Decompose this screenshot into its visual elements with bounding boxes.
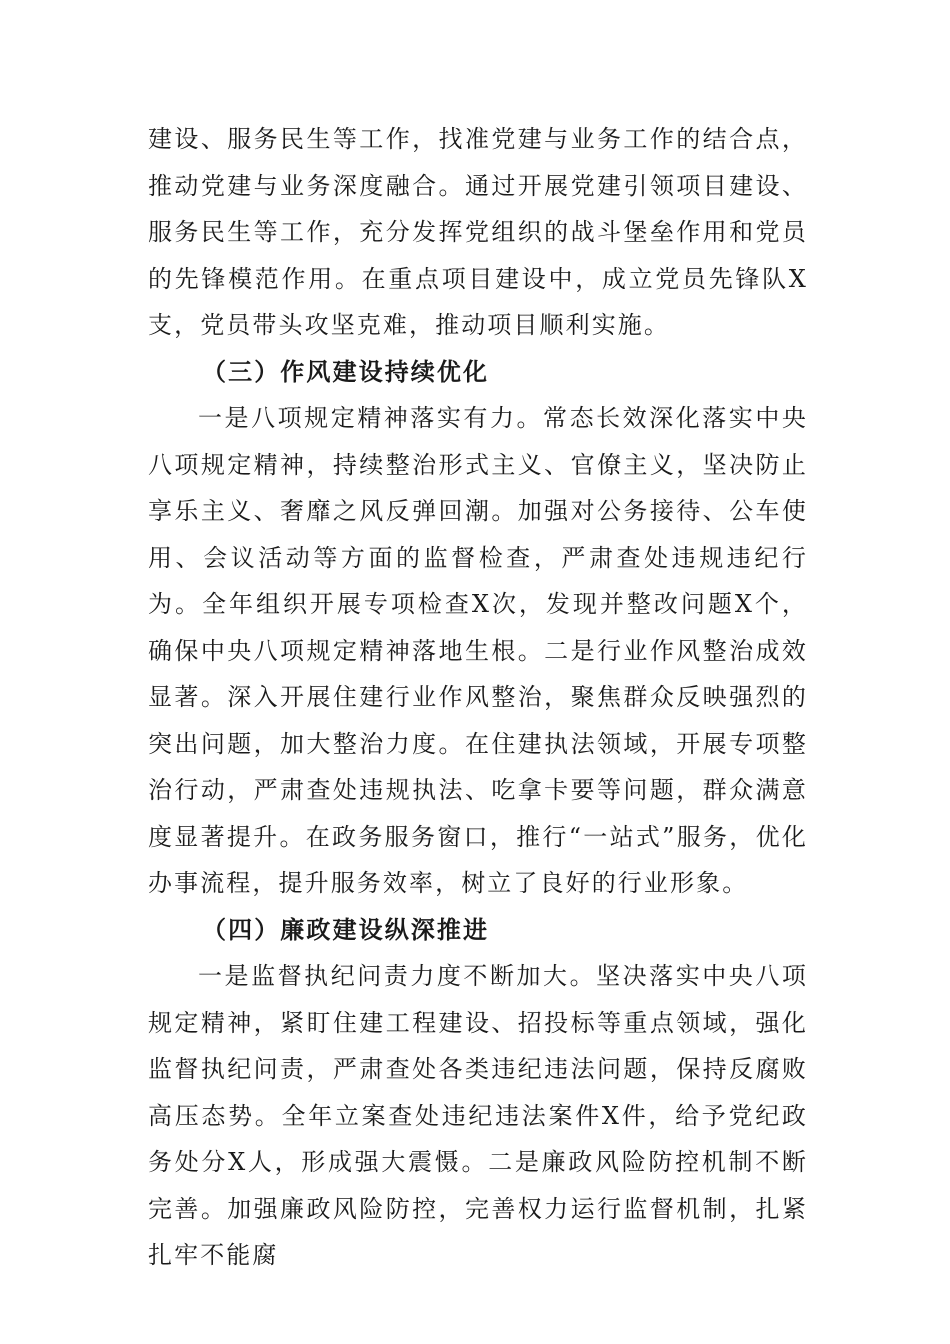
document-body (148, 116, 808, 1279)
section-heading-work-style: （三）作风建设持续优化 (202, 356, 490, 386)
paragraph-integrity: 一是监督执纪问责力度不断加大。坚决落实中央八项规定精神，紧盯住建工程建设、招投标等重点领域，强化监督执纪问责，严肃查处各类违纪违法问题，保持反腐败高压态势。全年立案查处违纪违法案件X件，给予党纪政务处分X人，形成强大震慑。二是廉政风险防控机制不断完善。加强廉政风险防控，完善权力运行监督机制，扎紧扎牢不能腐 (148, 962, 808, 1269)
paragraph-work-style: 一是八项规定精神落实有力。常态长效深化落实中央八项规定精神，持续整治形式主义、官僚主义，坚决防止享乐主义、奢靡之风反弹回潮。加强对公务接待、公车使用、会议活动等方面的监督检查，严肃查处违规违纪行为。全年组织开展专项检查X次，发现并整改问题X个，确保中央八项规定精神落地生根。二是行业作风整治成效显著。深入开展住建行业作风整治，聚焦群众反映强烈的突出问题，加大整治力度。在住建执法领域，开展专项整治行动，严肃查处违规执法、吃拿卡要等问题，群众满意度显著提升。在政务服务窗口，推行“一站式”服务，优化办事流程，提升服务效率，树立了良好的行业形象。 (148, 404, 808, 897)
paragraph-party-building-integration: 建设、服务民生等工作，找准党建与业务工作的结合点，推动党建与业务深度融合。通过开展党建引领项目建设、服务民生等工作，充分发挥党组织的战斗堡垒作用和党员的先锋模范作用。在重点项目建设中，成立党员先锋队X支，党员带头攻坚克难，推动项目顺利实施。 (148, 125, 808, 339)
section-heading-integrity: （四）廉政建设纵深推进 (202, 914, 490, 944)
